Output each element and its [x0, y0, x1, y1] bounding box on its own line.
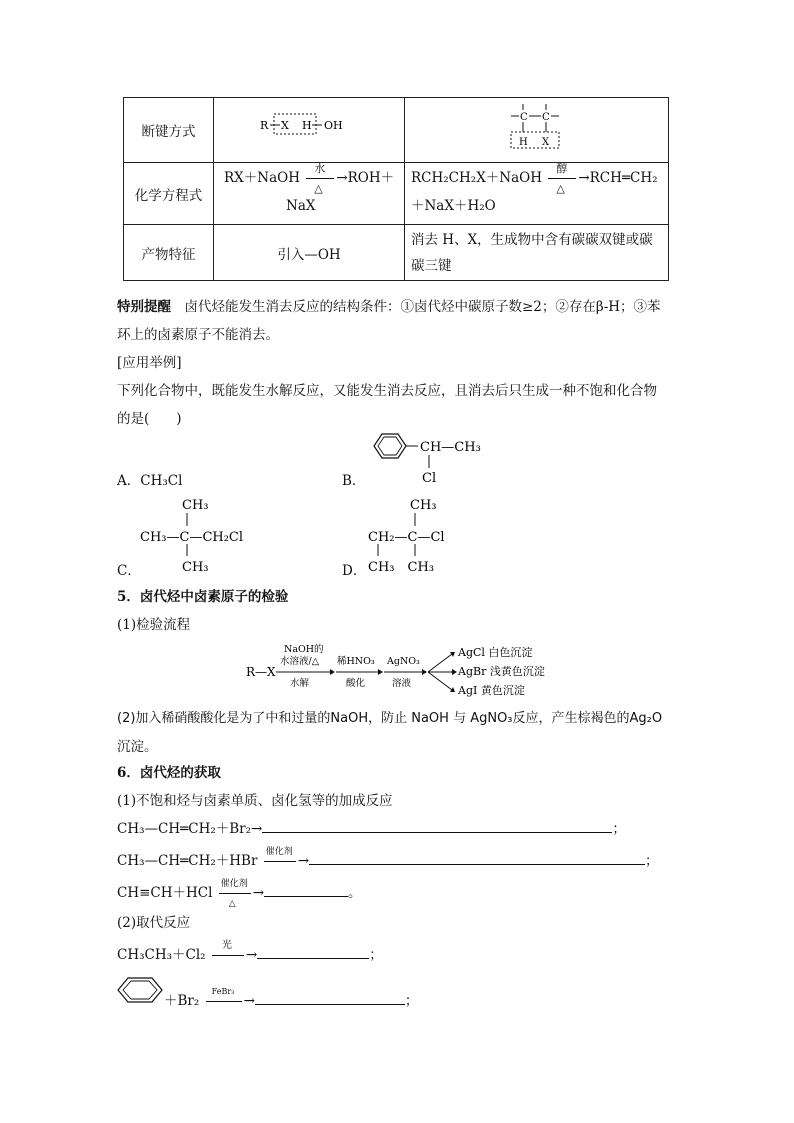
- section-6-sub1: (1)不饱和烃与卤素单质、卤化氢等的加成反应: [117, 793, 393, 809]
- elimination-feature: 消去 H、X，生成物中含有碳碳双键或碳 碳三键: [405, 225, 669, 281]
- section-6-title: 6．卤代烃的获取: [117, 765, 221, 781]
- option-d: D．: [342, 563, 367, 579]
- row-label: 产物特征: [124, 225, 214, 281]
- equation-2: CH₃—CH═CH₂＋HBr 催化剂 → ；: [117, 846, 659, 869]
- flow-step2-bot: 酸化: [346, 678, 366, 689]
- section-5-sub1: (1)检验流程: [117, 617, 191, 633]
- svg-text:R: R: [260, 119, 269, 132]
- bond-cleavage-diagram: [214, 98, 404, 158]
- c-mid: CH₃—C—CH₂Cl: [140, 530, 244, 545]
- svg-text:OH: OH: [324, 119, 343, 132]
- svg-text:X: X: [542, 137, 550, 148]
- tip-line-2: 环上的卤素原子不能消去。: [117, 327, 279, 343]
- question-text: 下列化合物中，既能发生水解反应，又能发生消去反应，且消去后只生成一种不饱和化合物: [117, 383, 657, 399]
- section-6-sub2: (2)取代反应: [117, 915, 191, 931]
- equation-1: CH₃—CH═CH₂＋Br₂→ ；: [117, 818, 626, 838]
- answer-blank[interactable]: [255, 990, 405, 1005]
- option-c: C．: [117, 563, 141, 579]
- elimination-bond-cleavage: [405, 98, 669, 163]
- hydrolysis-bond-cleavage: [214, 98, 405, 163]
- flow-step1-top2: 水溶液/△: [280, 656, 320, 667]
- hydrolysis-equation: RX＋NaOH 水 △ →ROH＋ NaX: [214, 163, 405, 225]
- svg-text:H: H: [302, 119, 312, 132]
- row-label: 断键方式: [124, 98, 214, 163]
- row-label: 化学方程式: [124, 163, 214, 225]
- answer-blank[interactable]: [264, 882, 348, 897]
- elimination-diagram: [405, 98, 667, 158]
- flow-step1-top1: NaOH的: [284, 644, 324, 655]
- benzene-ring-icon: [374, 434, 406, 458]
- b-chain: CH—CH₃: [420, 440, 481, 455]
- section-5-para: (2)加入稀硝酸酸化是为了中和过量的NaOH，防止 NaOH 与 AgNO₃反应，产生棕褐色的Ag₂O: [117, 711, 663, 726]
- answer-blank[interactable]: [309, 850, 645, 865]
- table-row: [124, 225, 669, 281]
- svg-text:X: X: [281, 119, 289, 132]
- svg-text:C: C: [542, 112, 550, 123]
- reaction-comparison-table: [123, 97, 669, 281]
- elimination-equation: RCH₂CH₂X＋NaOH 醇 △ →RCH═CH₂ ＋NaX＋H₂O: [405, 163, 669, 225]
- table-row: [124, 98, 669, 163]
- b-cl: Cl: [422, 471, 437, 486]
- flow-step2-top: 稀HNO₃: [337, 656, 375, 667]
- equation-3: CH≡CH＋HCl 催化剂 △ → 。: [117, 878, 362, 909]
- flow-result-agcl: AgCl 白色沉淀: [458, 646, 533, 659]
- table-row: [124, 163, 669, 225]
- svg-text:C: C: [520, 112, 528, 123]
- equation-5: ＋Br₂ FeBr₃ → ；: [164, 986, 419, 1009]
- option-b-structure: [360, 430, 500, 490]
- flow-start: R—X: [246, 665, 276, 679]
- svg-text:H: H: [519, 137, 528, 148]
- question-text-2: 的是( ): [117, 411, 182, 427]
- flow-step3-top: AgNO₃: [387, 656, 420, 667]
- section-5-para-2: 沉淀。: [117, 739, 158, 755]
- flow-result-agi: AgI 黄色沉淀: [458, 684, 525, 697]
- detection-flowchart: [240, 640, 570, 702]
- option-c-structure: [138, 494, 278, 574]
- flow-step3-bot: 溶液: [392, 678, 412, 689]
- hydrolysis-feature: 引入—OH: [214, 225, 405, 281]
- option-b: B．: [342, 473, 366, 489]
- answer-blank[interactable]: [262, 818, 612, 833]
- d-mid: CH₂—C—Cl: [368, 530, 445, 545]
- section-5-title: 5．卤代烃中卤素原子的检验: [117, 589, 289, 605]
- c-top: CH₃: [182, 498, 209, 513]
- section-header: [应用举例]: [117, 355, 182, 371]
- benzene-ring-icon: [116, 976, 166, 1008]
- option-a: A．CH₃Cl: [117, 473, 183, 489]
- c-bot: CH₃: [182, 560, 209, 574]
- flow-step1-bot: 水解: [290, 678, 310, 689]
- option-d-structure: [366, 494, 506, 574]
- d-top: CH₃: [410, 498, 437, 513]
- equation-4: CH₃CH₃＋Cl₂ 光 → ；: [117, 939, 383, 963]
- flow-result-agbr: AgBr 浅黄色沉淀: [458, 665, 545, 678]
- answer-blank[interactable]: [257, 944, 369, 959]
- special-tip: 特别提醒 卤代烃能发生消去反应的结构条件：①卤代烃中碳原子数≥2；②存在β-H；③苯: [117, 299, 661, 315]
- d-bot: CH₃ CH₃: [368, 560, 434, 574]
